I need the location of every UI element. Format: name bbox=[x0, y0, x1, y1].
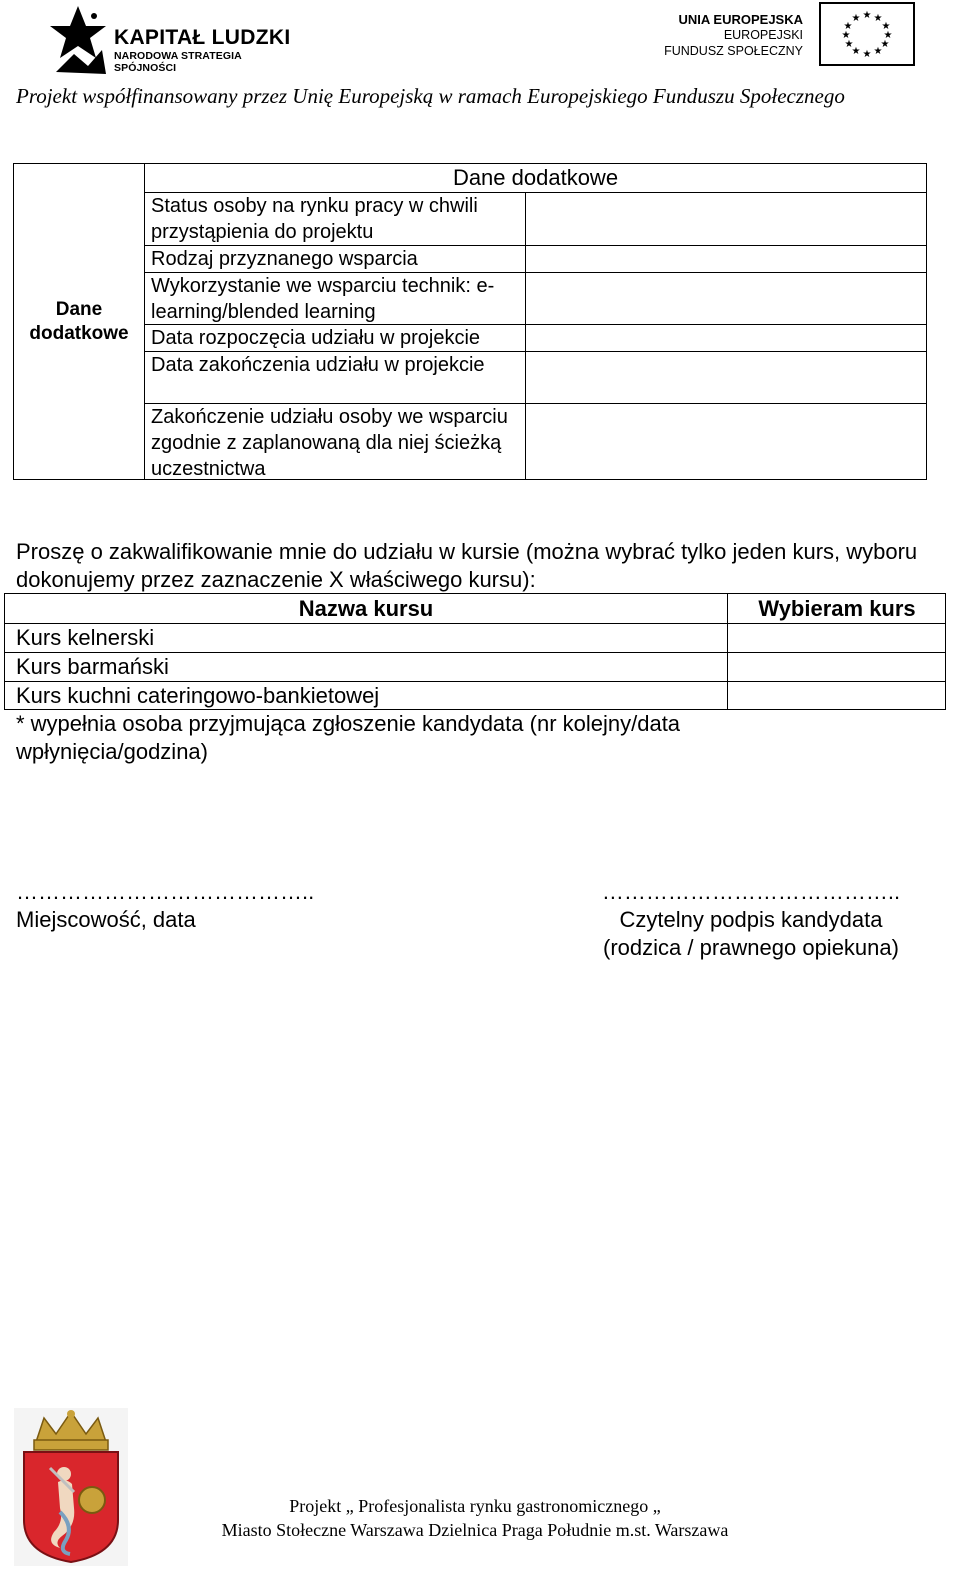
candidate-signature bbox=[586, 878, 916, 962]
logo-right-line2: EUROPEJSKI bbox=[723, 28, 803, 42]
table-row bbox=[145, 273, 926, 325]
svg-text:★: ★ bbox=[880, 39, 890, 50]
svg-text:★: ★ bbox=[883, 30, 893, 41]
footer bbox=[150, 1494, 800, 1542]
course-name: Kurs kuchni cateringowo-bankietowej bbox=[5, 681, 728, 709]
row-label: Rodzaj przyznanego wsparcia bbox=[145, 246, 526, 272]
cofinancing-note: Projekt współfinansowany przez Unię Europejską w ramach Europejskiego Funduszu Społecznego bbox=[16, 84, 845, 108]
svg-text:★: ★ bbox=[851, 46, 861, 57]
svg-text:★: ★ bbox=[862, 49, 872, 60]
svg-text:★: ★ bbox=[873, 13, 883, 24]
footer-organization: Miasto Stołeczne Warszawa Dzielnica Praga Południe m.st. Warszawa bbox=[221, 1520, 729, 1540]
svg-text:★: ★ bbox=[844, 39, 854, 50]
course-name: Kurs kelnerski bbox=[5, 623, 728, 652]
svg-text:★: ★ bbox=[873, 46, 883, 57]
course-choice-cell[interactable] bbox=[729, 681, 945, 709]
course-table bbox=[4, 593, 946, 710]
table-row bbox=[145, 325, 926, 352]
signature-line: ………………………………….. bbox=[601, 879, 901, 904]
candidate-signature-label: Czytelny podpis kandydata bbox=[619, 907, 883, 932]
course-table-header bbox=[5, 594, 945, 624]
eu-flag-icon bbox=[819, 2, 915, 66]
guardian-label: (rodzica / prawnego opiekuna) bbox=[603, 935, 899, 960]
logo-right-line1: UNIA EUROPEJSKA bbox=[678, 12, 803, 27]
col-course-name: Nazwa kursu bbox=[5, 594, 728, 623]
svg-text:★: ★ bbox=[862, 10, 872, 21]
kapital-ludzki-star-icon bbox=[48, 4, 112, 76]
svg-text:★: ★ bbox=[841, 30, 851, 41]
side-label-line1: Dane bbox=[55, 298, 103, 320]
place-date-signature bbox=[16, 878, 314, 934]
additional-data-header: Dane dodatkowe bbox=[145, 164, 926, 193]
warsaw-crest-icon bbox=[14, 1408, 128, 1566]
row-label: Status osoby na rynku pracy w chwili przystąpienia do projektu bbox=[145, 193, 526, 245]
course-request-text: Proszę o zakwalifikowanie mnie do udziału w kursie (można wybrać tylko jeden kurs, wyboru dokonujemy przez zaznaczenie X właściwego kursu): bbox=[16, 539, 918, 592]
table-row bbox=[5, 681, 945, 709]
table-row bbox=[145, 246, 926, 273]
table-row bbox=[145, 193, 926, 246]
logo-left-subtitle: NARODOWA STRATEGIA SPÓJNOŚCI bbox=[114, 50, 242, 74]
additional-data-table bbox=[13, 163, 927, 480]
footer-project-name: Projekt „ Profesjonalista rynku gastronomicznego „ bbox=[289, 1496, 661, 1516]
course-name: Kurs barmański bbox=[5, 652, 728, 681]
svg-text:★: ★ bbox=[851, 13, 861, 24]
table-row bbox=[145, 404, 926, 479]
logo-right-line3: FUNDUSZ SPOŁECZNY bbox=[664, 44, 803, 58]
svg-text:★: ★ bbox=[843, 21, 853, 32]
course-choice-cell[interactable] bbox=[729, 623, 945, 652]
table-row bbox=[5, 652, 945, 682]
row-label: Data zakończenia udziału w projekcie bbox=[145, 352, 526, 403]
eu-logo bbox=[664, 2, 915, 70]
row-label: Wykorzystanie we wsparciu technik: e-learning/blended learning bbox=[145, 273, 526, 324]
course-choice-cell[interactable] bbox=[729, 652, 945, 681]
row-label: Zakończenie udziału osoby we wsparciu zgodnie z zaplanowaną dla niej ścieżką uczestnictwa bbox=[145, 404, 526, 479]
additional-data-side-label bbox=[14, 164, 145, 479]
row-label: Data rozpoczęcia udziału w projekcie bbox=[145, 325, 526, 351]
table-row bbox=[5, 623, 945, 653]
col-choose-course: Wybieram kurs bbox=[758, 596, 916, 621]
svg-text:★: ★ bbox=[881, 21, 891, 32]
kapital-ludzki-logo bbox=[48, 4, 298, 76]
logo-left-title: KAPITAŁ LUDZKI bbox=[114, 26, 291, 49]
place-date-label: Miejscowość, data bbox=[16, 907, 196, 932]
signature-line: ………………………………….. bbox=[16, 879, 315, 904]
side-label-line2: dodatkowe bbox=[29, 322, 129, 344]
staff-note: * wypełnia osoba przyjmująca zgłoszenie kandydata (nr kolejny/data wpłynięcia/godzina) bbox=[16, 711, 681, 764]
table-row bbox=[145, 352, 926, 404]
